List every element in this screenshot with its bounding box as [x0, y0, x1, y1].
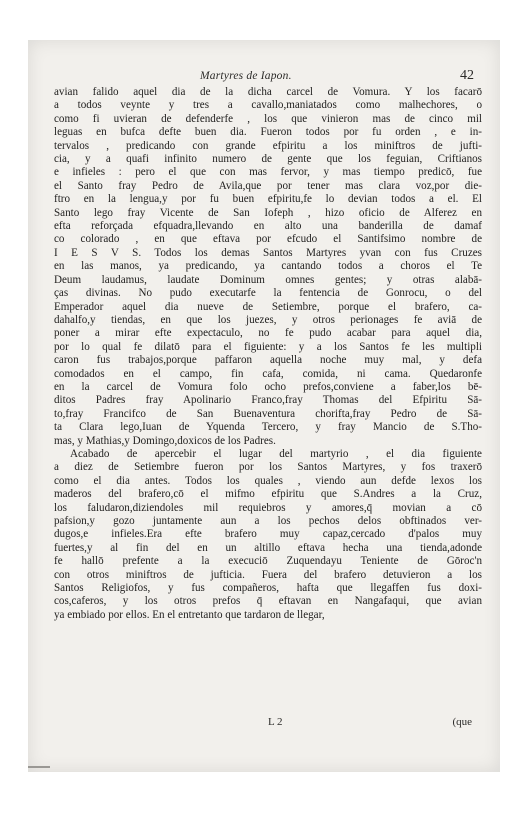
scan-edge-mark: [28, 766, 50, 768]
page-number: 42: [460, 68, 474, 83]
text-line: en la carcel de Vomura folo ocho prefos,conviene a faber,los bē-: [54, 380, 482, 393]
catchword: (que: [452, 716, 472, 728]
text-line: como fi uvieran de defenderfe , los que vinieron mas de cinco mil: [54, 112, 482, 125]
text-line: dahalfo,y tiendas, en que los juezes, y otros perionages fe aviā de: [54, 313, 482, 326]
text-line: cos,caferos, y los otros prefos q̄ eftavan en Nangafaqui, que avian: [54, 595, 482, 608]
text-line: fe hallō prefente a la execuciō Zuquendayu Teniente de Gōroc'n: [54, 555, 482, 568]
text-line: to,fray Francifco de San Buenaventura chorifta,fray Pedro de Sā-: [54, 407, 482, 420]
text-line: dugos,e infieles.Era efte brafero muy capaz,cercado d'palos muy: [54, 528, 482, 541]
text-line: en las manos, ya predicando, ya cantando todos a choros el Te: [54, 260, 482, 273]
text-line: poner a mirar efte expectaculo, no fe pudo acabar para aquel dia,: [54, 327, 482, 340]
text-line: maderos del brafero,cō el mifmo efpiritu que S.Andres a la Cruz,: [54, 488, 482, 501]
text-line: como el dia antes. Todos los quales , viendo aun defde lexos los: [54, 474, 482, 487]
text-line: e infieles : pero el que con mas fervor, y mas tiempo predicō, fue: [54, 166, 482, 179]
text-line: los faludaron,diziendoles mil requiebros y amores,q̄ movian a cō: [54, 501, 482, 514]
text-line: por lo qual fe dilatō para el figuiente: y a los Santos fe les multipli: [54, 340, 482, 353]
page-footer: [28, 716, 500, 732]
text-line: co colorado , en que eftava por efcudo el Santifsimo nombre de: [54, 233, 482, 246]
running-title: Martyres de Iapon.: [200, 70, 292, 82]
text-line: Santo lego fray Vicente de San Iofeph , hizo oficio de Alferez en: [54, 206, 482, 219]
text-line: efta reforçada efquadra,llevando en alto una banderilla de damaf: [54, 220, 482, 233]
text-line: Deum laudamus, laudate Dominum omnes gentes; y otras alabā-: [54, 273, 482, 286]
text-line: ftro en la lengua,y por fu buen efpiritu,fe lo devian todos a el. El: [54, 193, 482, 206]
text-line: Acabado de apercebir el lugar del martyrio , el dia figuiente: [70, 447, 482, 460]
text-line: a todos veynte y tres a cavallo,maniatados como malhechores, o: [54, 99, 482, 112]
text-line: Emperador aquel dia nueve de Setiembre, porque el brafero, ca-: [54, 300, 482, 313]
body-text: [54, 86, 482, 622]
text-line: ditos Padres fray Apolinario Franco,fray Thomas del Efpiritu Sā-: [54, 394, 482, 407]
text-line: caron fus trabajos,porque paffaron aquella noche muy mal, y defa: [54, 354, 482, 367]
text-line: el Santo fray Pedro de Avila,que por tener mas clara voz,por die-: [54, 179, 482, 192]
text-line: avian falido aquel dia de la dicha carcel de Vomura. Y los facarō: [54, 86, 482, 98]
text-line: Santos Religiofos, y fus compañeros, hafta que llegaffen fus doxi-: [54, 582, 482, 595]
signature-mark: L 2: [268, 716, 283, 728]
text-line: ya embiado por ellos. En el entretanto que tardaron de llegar,: [54, 608, 325, 621]
text-line: ças divinas. No pudo executarfe la fentencia de Gonrocu, o del: [54, 287, 482, 300]
text-line: mas, y Mathias,y Domingo,doxicos de los Padres.: [54, 434, 276, 447]
text-line: con otros miniftros de jufticia. Fuera del brafero detuvieron a los: [54, 568, 482, 581]
text-line: tervalos , predicando con grande efpiritu a los miniftros de jufti-: [54, 139, 482, 152]
text-line: I E S V S. Todos los demas Santos Martyres yvan con fus Cruzes: [54, 246, 482, 259]
text-line: pafsion,y gozo juntamente aun a los pechos delos obftinados ver-: [54, 515, 482, 527]
book-page: [28, 40, 500, 772]
text-line: comodados en el campo, fin cafa, comida, ni cama. Quedaronfe: [54, 367, 482, 380]
text-line: leguas en bufca defte buen dia. Fueron todos por fu orden , e in-: [54, 126, 482, 139]
text-line: ta Clara lego,Iuan de Yquenda Tercero, y fray Mancio de S.Tho-: [54, 421, 482, 434]
text-line: a diez de Setiembre fueron por los Santos Martyres, y fos traxerō: [54, 461, 482, 474]
text-line: fuertes,y al fin del en un altillo eftava hecha una tienda,adonde: [54, 541, 482, 554]
text-line: cia, y a quafi infinito numero de gente que los feguian, Criftianos: [54, 153, 482, 166]
